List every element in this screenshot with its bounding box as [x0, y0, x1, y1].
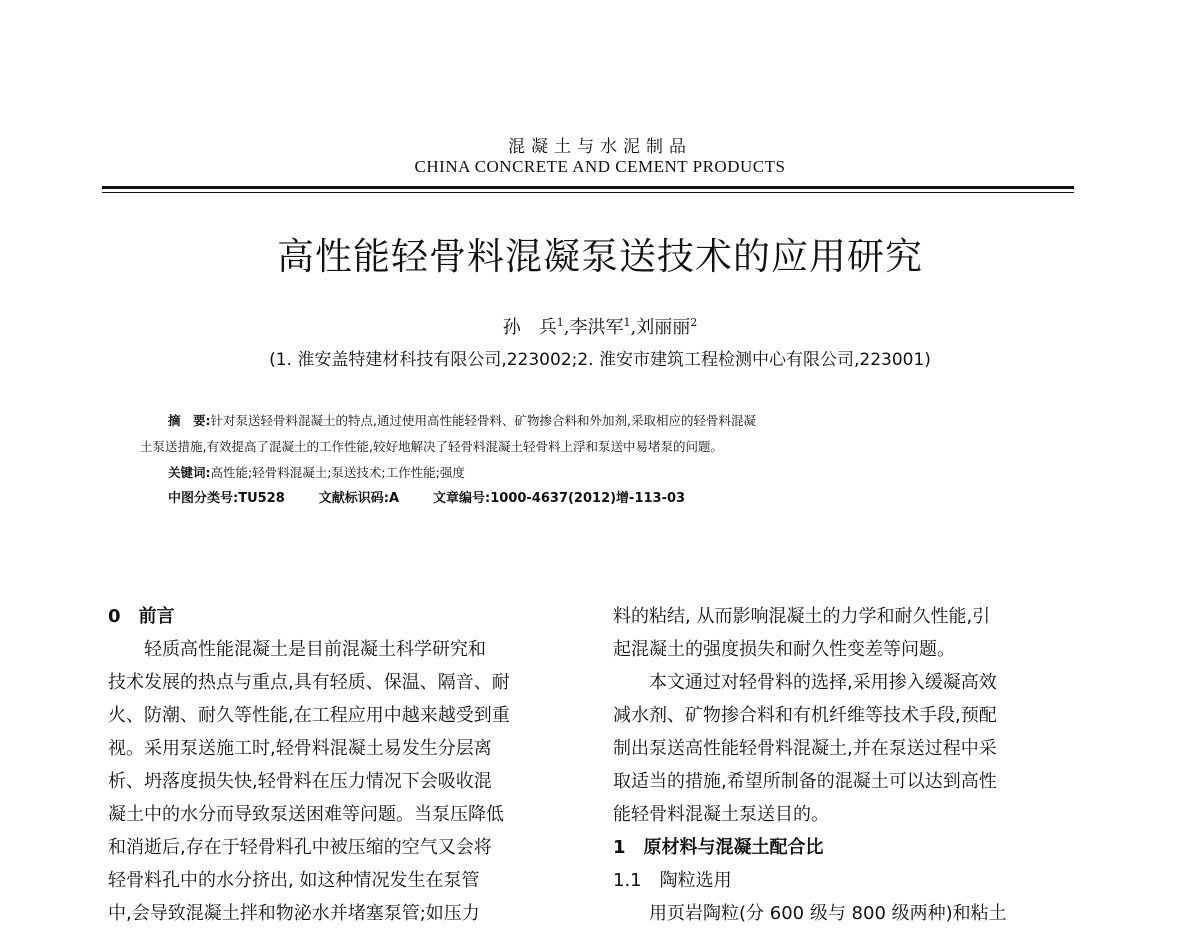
author-name: 孙 兵	[502, 317, 557, 338]
section-heading: 0 前言	[108, 606, 175, 627]
subsection-heading: 1.1 陶粒选用	[613, 870, 732, 891]
author-affil-mark: 2	[690, 316, 698, 329]
clc-label: 中图分类号:	[168, 491, 239, 506]
section-heading: 1 原材料与混凝土配合比	[613, 837, 824, 858]
paragraph-line: 制出泵送高性能轻骨料混凝土,并在泵送过程中采	[613, 738, 997, 759]
journal-name-cn: 混凝土与水泥制品	[508, 137, 692, 157]
abstract-text-cont: 土泵送措施,有效提高了混凝土的工作性能,较好地解决了轻骨料混凝土轻骨料上浮和泵送中易堵泵的问题。	[140, 439, 723, 454]
paragraph-line: 技术发展的热点与重点,具有轻质、保温、隔音、耐	[108, 672, 510, 693]
paragraph-line: 能轻骨料混凝土泵送目的。	[613, 804, 829, 825]
author-name: 李洪军	[569, 317, 624, 338]
article-no-label: 文章编号:	[433, 491, 491, 506]
paragraph-first-line: 本文通过对轻骨料的选择,采用掺入缓凝高效	[649, 672, 997, 693]
article-title: 高性能轻骨料混凝泵送技术的应用研究	[277, 235, 923, 278]
paragraph-line: 视。采用泵送施工时,轻骨料混凝土易发生分层离	[108, 738, 492, 759]
classification-line	[140, 486, 1040, 512]
article-no-value: 1000-4637(2012)增-113-03	[490, 491, 686, 506]
header-rule-thin	[102, 192, 1074, 193]
author-name: 刘丽丽	[636, 317, 691, 338]
paragraph-first-line: 用页岩陶粒(分 600 级与 800 级两种)和粘土	[649, 903, 1007, 924]
clc-value: TU528	[238, 491, 285, 506]
paragraph-line: 减水剂、矿物掺合料和有机纤维等技术手段,预配	[613, 705, 997, 726]
journal-name-en: CHINA CONCRETE AND CEMENT PRODUCTS	[414, 157, 786, 176]
doc-code-label: 文献标识码:	[318, 491, 389, 506]
paragraph-line: 料的粘结, 从而影响混凝土的力学和耐久性能,引	[613, 606, 991, 627]
affiliation: (1. 淮安盖特建材科技有限公司,223002;2. 淮安市建筑工程检测中心有限公司,223001)	[269, 350, 931, 370]
paragraph-line: 起混凝土的强度损失和耐久性变差等问题。	[613, 639, 955, 660]
body-column-left	[108, 600, 573, 930]
doc-code-value: A	[388, 491, 400, 506]
paragraph-line: 取适当的措施,希望所制备的混凝土可以达到高性	[613, 771, 997, 792]
author-affil-mark: 1	[556, 316, 564, 329]
author-affil-mark: 1	[623, 316, 631, 329]
paragraph-line: 中,会导致混凝土拌和物泌水并堵塞泵管;如压力	[108, 903, 480, 924]
abstract-text: 针对泵送轻骨料混凝土的特点,通过使用高性能轻骨料、矿物掺合料和外加剂,采取相应的轻骨料混凝	[210, 413, 756, 428]
paragraph-line: 凝土中的水分而导致泵送困难等问题。当泵压降低	[108, 804, 504, 825]
body-column-right	[613, 600, 1081, 930]
paragraph-first-line: 轻质高性能混凝土是目前混凝土科学研究和	[144, 639, 486, 660]
author-list: 孙 兵$^1$,李洪军$^1$,刘丽丽$^2$	[502, 316, 698, 338]
abstract-label: 摘 要:	[168, 413, 211, 428]
paragraph-line: 火、防潮、耐久等性能,在工程应用中越来越受到重	[108, 705, 510, 726]
keywords: 高性能;轻骨料混凝土;泵送技术;工作性能;强度	[210, 465, 465, 480]
keywords-label: 关键词:	[168, 465, 211, 480]
abstract-block	[140, 408, 1040, 512]
paragraph-line: 轻骨料孔中的水分挤出, 如这种情况发生在泵管	[108, 870, 480, 891]
paragraph-line: 析、坍落度损失快,轻骨料在压力情况下会吸收混	[108, 771, 492, 792]
paragraph-line: 和消逝后,存在于轻骨料孔中被压缩的空气又会将	[108, 837, 492, 858]
header-rule-thick	[102, 186, 1074, 189]
